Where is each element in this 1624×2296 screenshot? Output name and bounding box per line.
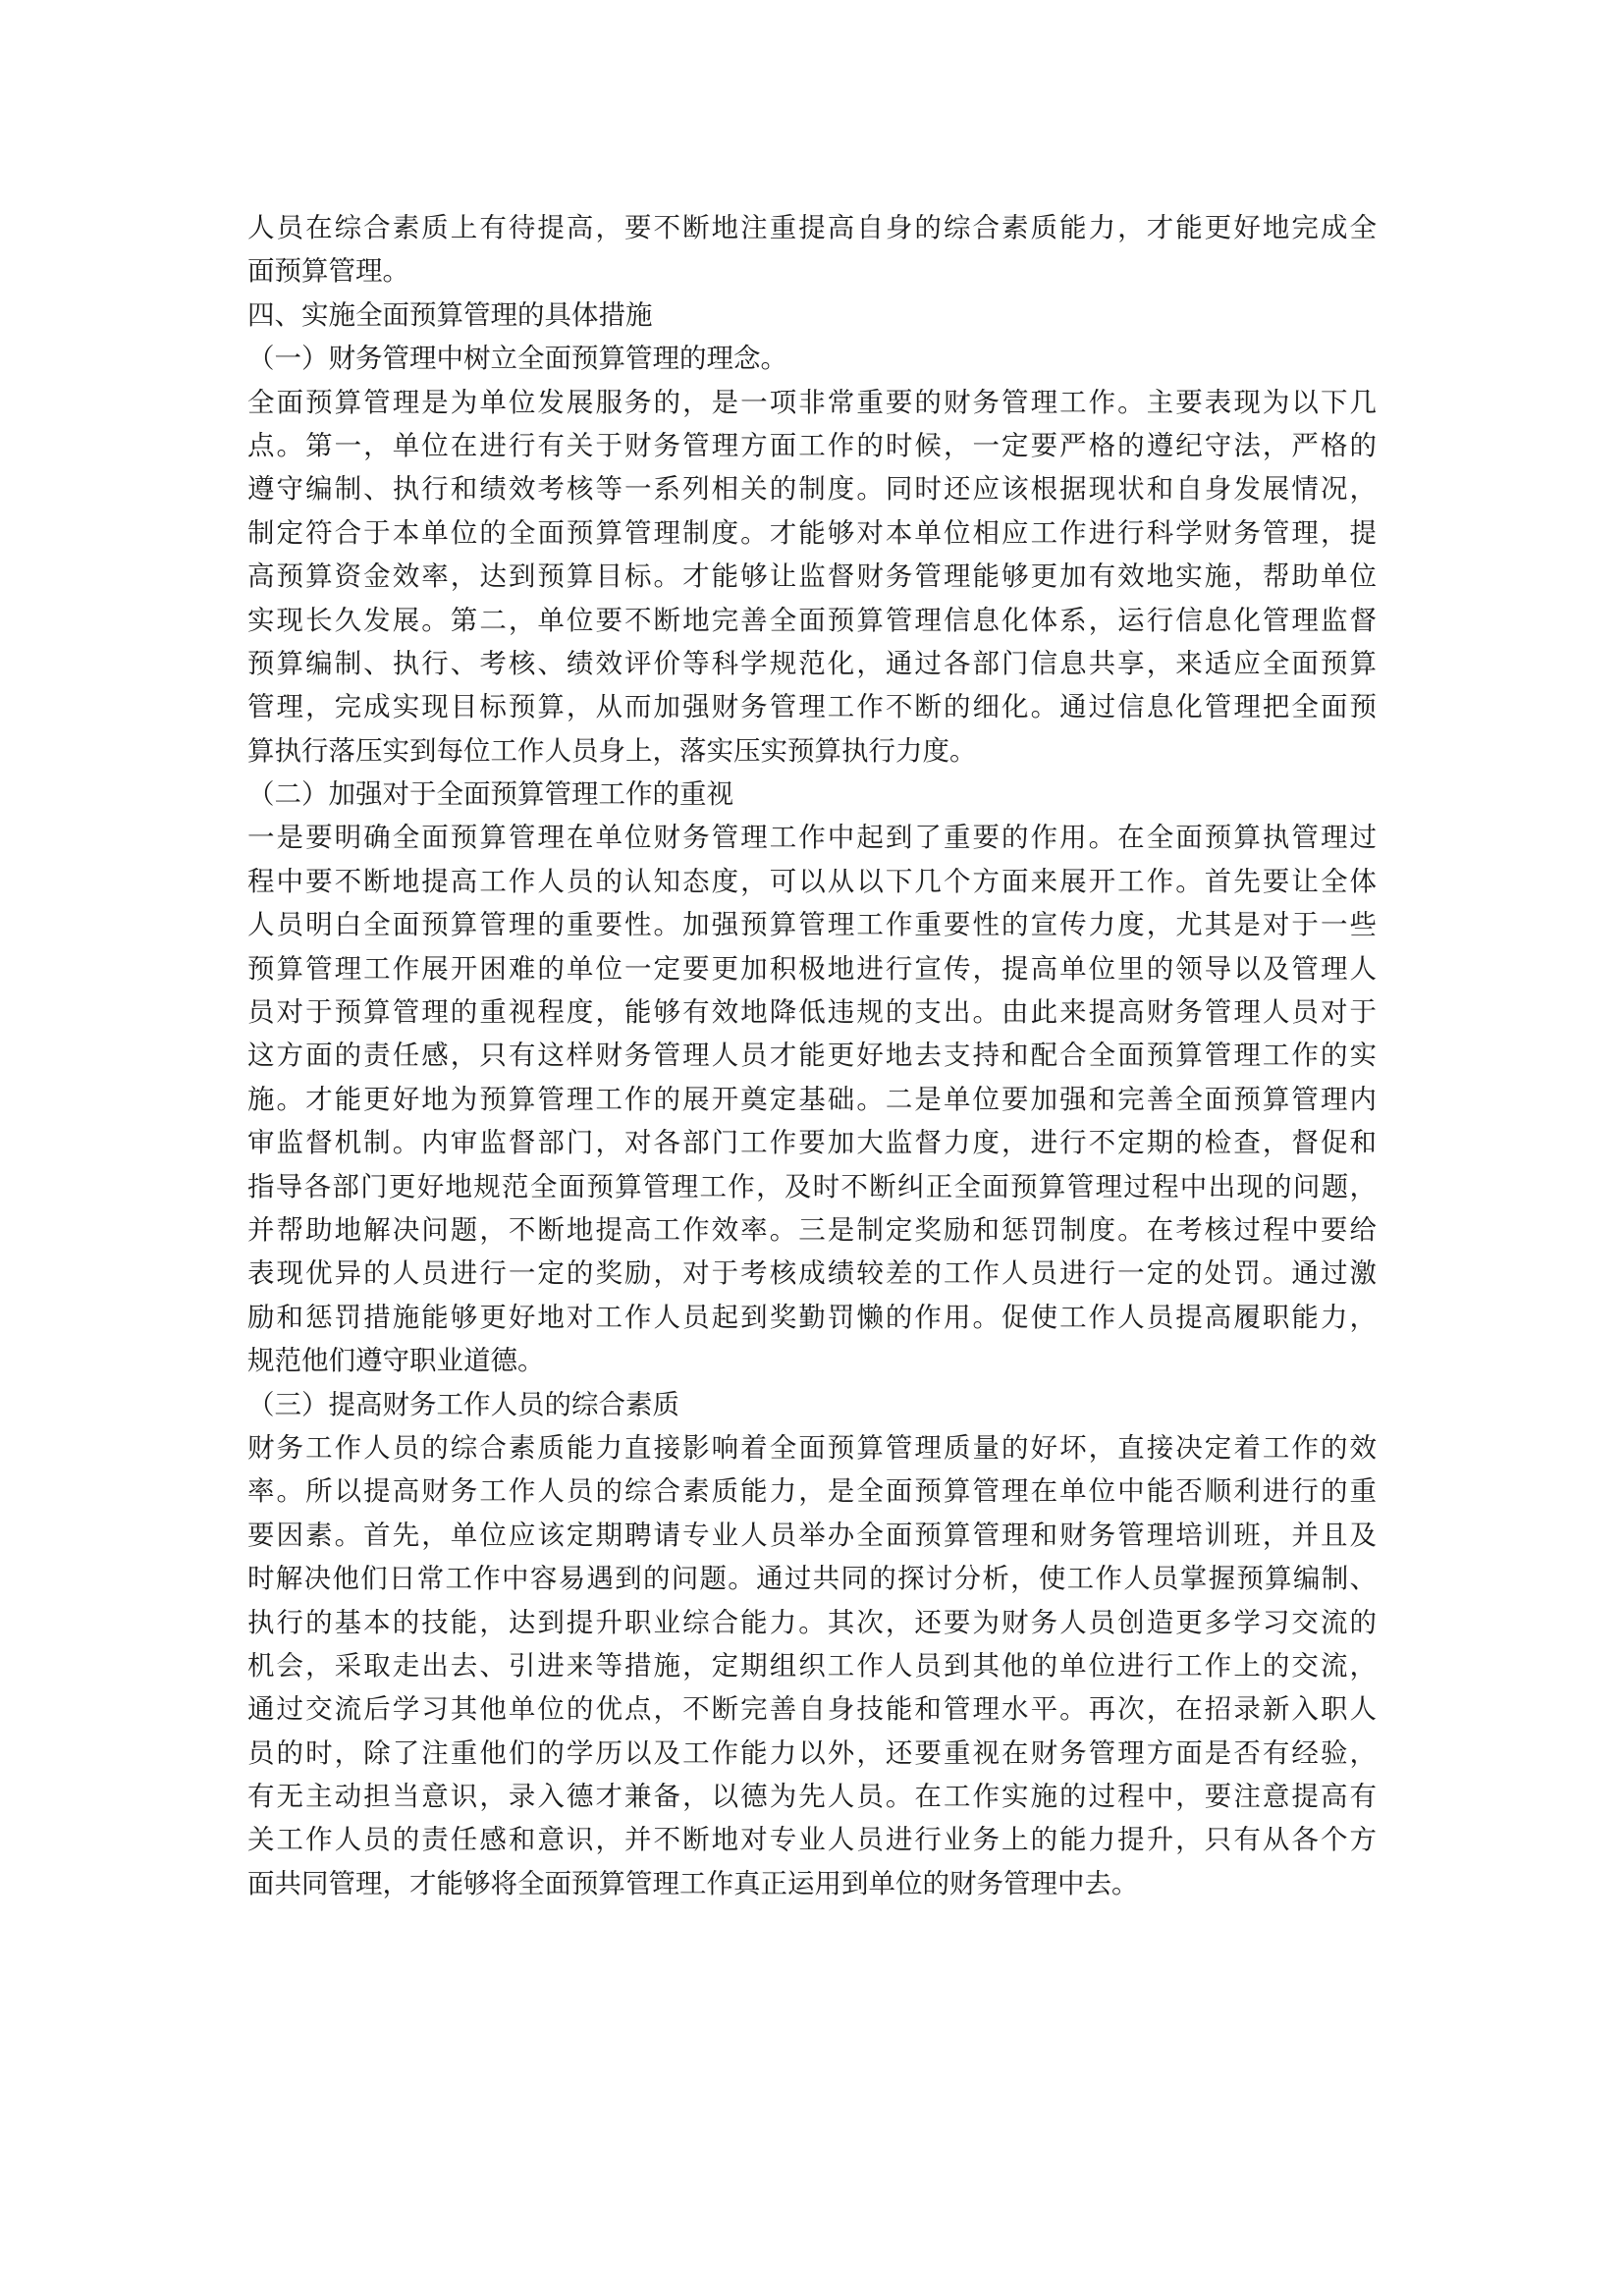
- text-line: 施。才能更好地为预算管理工作的展开奠定基础。二是单位要加强和完善全面预算管理内: [247, 1083, 1377, 1115]
- text-line: 人员明白全面预算管理的重要性。加强预算管理工作重要性的宣传力度，尤其是对于一些: [247, 909, 1377, 941]
- body-paragraph: [247, 381, 1377, 774]
- document-body: [247, 206, 1377, 1905]
- text-line: 面共同管理，才能够将全面预算管理工作真正运用到单位的财务管理中去。: [247, 1867, 1139, 1899]
- text-line: 程中要不断地提高工作人员的认知态度，可以从以下几个方面来展开工作。首先要让全体: [247, 865, 1377, 897]
- text-line: 实现长久发展。第二，单位要不断地完善全面预算管理信息化体系，运行信息化管理监督: [247, 604, 1377, 636]
- text-line: 通过交流后学习其他单位的优点，不断完善自身技能和管理水平。再次，在招录新入职人: [247, 1693, 1377, 1726]
- text-line: 要因素。首先，单位应该定期聘请专业人员举办全面预算管理和财务管理培训班，并且及: [247, 1519, 1377, 1551]
- section-heading: [247, 773, 1377, 816]
- section-heading: [247, 1383, 1377, 1426]
- text-line: 审监督机制。内审监督部门，对各部门工作要加大监督力度，进行不定期的检查，督促和: [247, 1127, 1377, 1159]
- heading-text: （三）提高财务工作人员的综合素质: [247, 1388, 679, 1420]
- heading-text: （一）财务管理中树立全面预算管理的理念。: [247, 343, 787, 375]
- text-line: 算执行落压实到每位工作人员身上，落实压实预算执行力度。: [247, 734, 977, 767]
- text-line: 有无主动担当意识，录入德才兼备，以德为先人员。在工作实施的过程中，要注意提高有: [247, 1781, 1377, 1813]
- text-line: 表现优异的人员进行一定的奖励，对于考核成绩较差的工作人员进行一定的处罚。通过激: [247, 1257, 1377, 1290]
- heading-text: 四、实施全面预算管理的具体措施: [247, 298, 653, 331]
- section-heading: [247, 337, 1377, 380]
- text-line: 并帮助地解决问题，不断地提高工作效率。三是制定奖励和惩罚制度。在考核过程中要给: [247, 1213, 1377, 1246]
- text-line: 这方面的责任感，只有这样财务管理人员才能更好地去支持和配合全面预算管理工作的实: [247, 1040, 1377, 1072]
- text-line: 高预算资金效率，达到预算目标。才能够让监督财务管理能够更加有效地实施，帮助单位: [247, 561, 1377, 593]
- text-line: 面预算管理。: [247, 255, 409, 288]
- text-line: 人员在综合素质上有待提高，要不断地注重提高自身的综合素质能力，才能更好地完成全: [247, 212, 1377, 243]
- text-line: 财务工作人员的综合素质能力直接影响着全面预算管理质量的好坏，直接决定着工作的效: [247, 1431, 1377, 1464]
- text-line: 全面预算管理是为单位发展服务的，是一项非常重要的财务管理工作。主要表现为以下几: [247, 386, 1377, 418]
- text-line: 员对于预算管理的重视程度，能够有效地降低违规的支出。由此来提高财务管理人员对于: [247, 996, 1377, 1029]
- text-line: 执行的基本的技能，达到提升职业综合能力。其次，还要为财务人员创造更多学习交流的: [247, 1606, 1377, 1638]
- text-line: 关工作人员的责任感和意识，并不断地对专业人员进行业务上的能力提升，只有从各个方: [247, 1824, 1377, 1856]
- text-line: 员的时，除了注重他们的学历以及工作能力以外，还要重视在财务管理方面是否有经验，: [247, 1736, 1377, 1769]
- text-line: 机会，采取走出去、引进来等措施，定期组织工作人员到其他的单位进行工作上的交流，: [247, 1649, 1377, 1682]
- heading-text: （二）加强对于全面预算管理工作的重视: [247, 778, 733, 811]
- text-line: 预算编制、执行、考核、绩效评价等科学规范化，通过各部门信息共享，来适应全面预算: [247, 647, 1377, 679]
- text-line: 规范他们遵守职业道德。: [247, 1345, 545, 1377]
- text-line: 励和惩罚措施能够更好地对工作人员起到奖勤罚懒的作用。促使工作人员提高履职能力，: [247, 1301, 1377, 1333]
- text-line: 管理，完成实现目标预算，从而加强财务管理工作不断的细化。通过信息化管理把全面预: [247, 691, 1377, 723]
- text-line: 时解决他们日常工作中容易遇到的问题。通过共同的探讨分析，使工作人员掌握预算编制、: [247, 1563, 1377, 1595]
- text-line: 预算管理工作展开困难的单位一定要更加积极地进行宣传，提高单位里的领导以及管理人: [247, 952, 1377, 985]
- text-line: 制定符合于本单位的全面预算管理制度。才能够对本单位相应工作进行科学财务管理，提: [247, 516, 1377, 549]
- text-line: 指导各部门更好地规范全面预算管理工作，及时不断纠正全面预算管理过程中出现的问题，: [247, 1170, 1377, 1202]
- text-line: 遵守编制、执行和绩效考核等一系列相关的制度。同时还应该根据现状和自身发展情况，: [247, 473, 1377, 506]
- body-paragraph: [247, 206, 1377, 294]
- text-line: 点。第一，单位在进行有关于财务管理方面工作的时候，一定要严格的遵纪守法，严格的: [247, 429, 1377, 461]
- body-paragraph: [247, 1426, 1377, 1905]
- text-line: 率。所以提高财务工作人员的综合素质能力，是全面预算管理在单位中能否顺利进行的重: [247, 1475, 1377, 1508]
- body-paragraph: [247, 816, 1377, 1382]
- text-line: 一是要明确全面预算管理在单位财务管理工作中起到了重要的作用。在全面预算执管理过: [247, 822, 1377, 854]
- section-heading: [247, 294, 1377, 337]
